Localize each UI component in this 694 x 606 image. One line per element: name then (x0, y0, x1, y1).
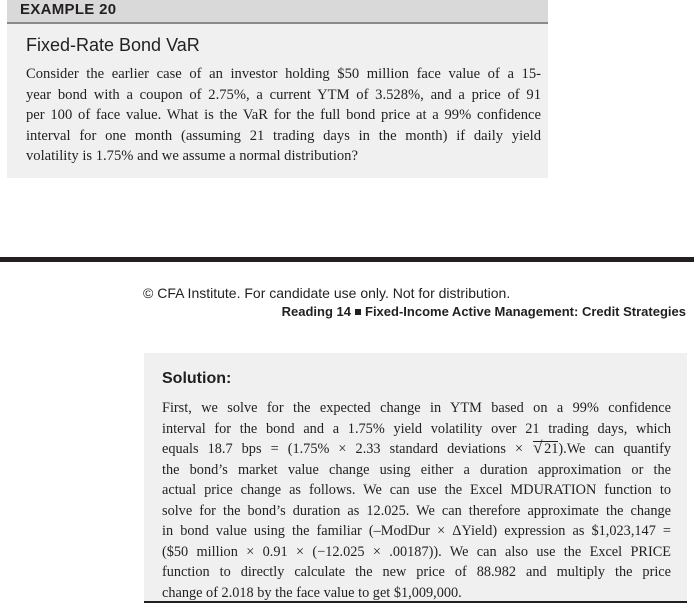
solution-line: actual price change as follows. We can use the Excel MDURATION function to (162, 482, 671, 498)
running-head (282, 304, 686, 319)
solution-title: Solution: (162, 370, 232, 387)
solution-line: interval for the bond and a 1.75% yield volatility over 21 trading days, which (162, 420, 671, 437)
running-head-reading: Reading 14 (281, 304, 351, 319)
solution-line: change of 2.018 by the face value to get $1,009,000. (162, 584, 462, 601)
example-label: EXAMPLE 20 (20, 1, 117, 18)
example-question (26, 64, 541, 167)
square-separator-icon (355, 309, 361, 315)
question-line: interval for one month (assuming 21 trading days in the month) if daily yield (26, 127, 541, 144)
question-line: volatility is 1.75% and we assume a normal distribution? (26, 148, 358, 164)
example-title: Fixed-Rate Bond VaR (26, 35, 200, 55)
question-line: Consider the earlier case of an investor holding $50 million face value of a 15- (26, 66, 541, 82)
solution-line-with-sqrt (162, 439, 671, 460)
page-divider (0, 257, 694, 262)
solution-line: First, we solve for the expected change in YTM based on a 99% confidence (162, 400, 671, 416)
solution-line-pre: equals 18.7 bps = (1.75% × 2.33 standard deviations × (162, 441, 533, 457)
solution-line: ($50 million × 0.91 × (−12.025 × .00187)). We can also use the Excel PRICE (162, 543, 671, 560)
radical-icon: √ (533, 438, 543, 457)
solution-line: function to directly calculate the new price of 88.982 and multiply the price (162, 564, 671, 580)
question-line: year bond with a coupon of 2.75%, a current YTM of 3.528%, and a price of 91 (26, 86, 541, 103)
square-root (533, 438, 559, 457)
example-body (7, 24, 548, 178)
running-head-title: Fixed-Income Active Management: Credit Strategies (365, 304, 686, 319)
solution-line-post: ).We can quantify (558, 441, 671, 457)
example-header (7, 0, 548, 24)
question-line: per 100 of face value. What is the VaR for the full bond price at a 99% confidence (26, 107, 541, 123)
radicand: 21 (544, 441, 559, 457)
copyright-notice: © CFA Institute. For candidate use only. Not for distribution. (143, 285, 511, 301)
solution-text (162, 398, 671, 603)
solution-line: the bond’s market value change using either a duration approximation or the (162, 461, 671, 478)
solution-line: in bond value using the familiar (–ModDur × ΔYield) expression as $1,023,147 = (162, 523, 671, 539)
solution-line: solve for the bond’s duration as 12.025. We can therefore approximate the change (162, 502, 671, 519)
solution-box (144, 353, 687, 603)
